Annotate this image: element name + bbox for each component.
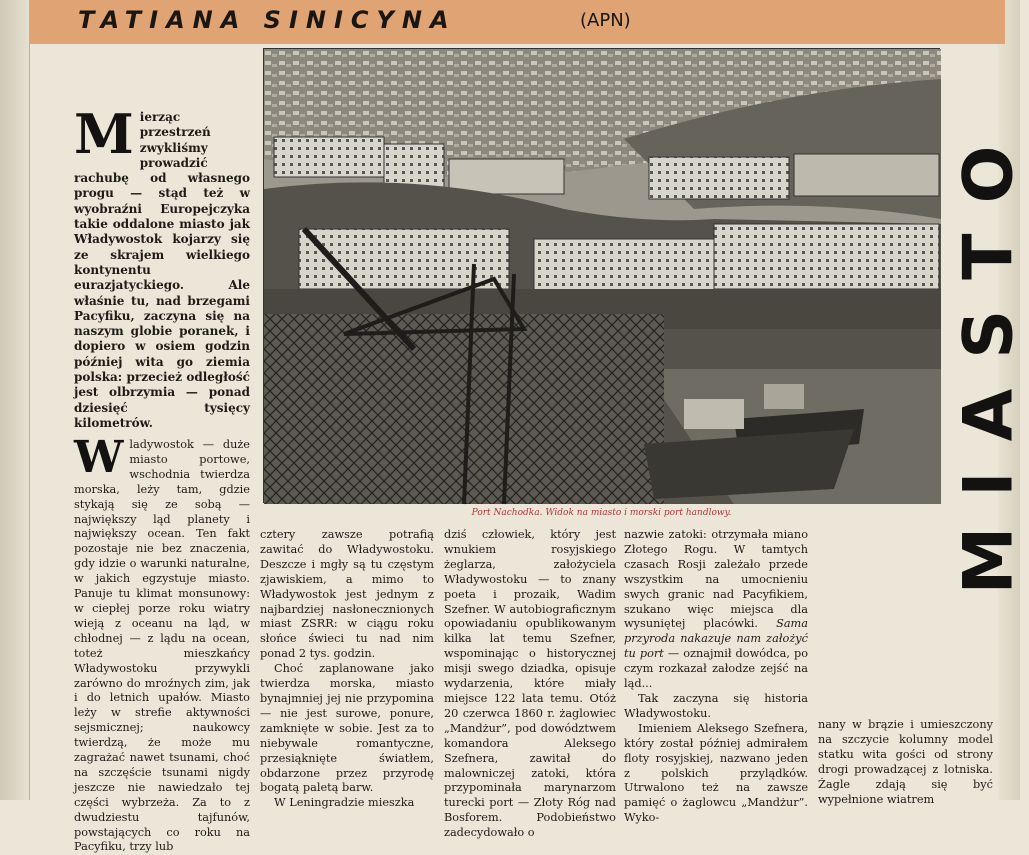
column-5 bbox=[818, 718, 993, 806]
column-4-paragraph bbox=[624, 528, 808, 692]
port-photo bbox=[263, 48, 940, 503]
lead-text: ierząc przestrzeń zwykliśmy prowadzić rachubę od własnego progu — stąd też w wyobraźni Europejczyka takie oddalone miasto jak Władywostok kojarzy się ze skrajem wielkiego kontynentu eurazjatyckiego. Ale właśnie tu, nad brzegami Pacyfiku, zaczyna się na naszym globie poranek, i dopiero w osiem godzin później wita go ziemia polska: przecież odległość jest olbrzymia — ponad dziesięć tysięcy kilometrów. bbox=[74, 110, 250, 430]
column-3 bbox=[444, 528, 616, 840]
column-1 bbox=[74, 432, 250, 854]
vertical-title bbox=[949, 70, 1029, 640]
lead-paragraph bbox=[74, 102, 250, 440]
column-2-paragraph: W Leningradzie mieszka bbox=[274, 796, 415, 810]
page-left-margin bbox=[0, 0, 30, 800]
column-3-paragraph: dziś człowiek, który jest wnukiem rosyjskiego żeglarza, założyciela Władywostoku — to znany poeta i prozaik, Wadim Szefner. W autobiograficznym opowiadaniu opublikowanym kilka lat temu Szefner, wspominając o historycznej misji swego dziadka, opisuje wydarzenia, które miały miejsce 122 lata temu. Otóż 20 czerwca 1860 r. żaglowiec „Mandżur”, pod dowództwem komandora Aleksego Szefnera, zawitał do malowniczej zatoki, która przypominała marynarzom turecki port — Złoty Róg nad Bosforem. Podobieństwo zadecydowało o bbox=[444, 528, 616, 840]
column-5-paragraph: nany w brązie i umieszczony na szczycie kolumny model statku wita gości od strony drogi prowadzącej z lotniska. Żagle zdają się być wypełnione wiatrem bbox=[818, 718, 993, 806]
column-2 bbox=[260, 528, 434, 810]
column-4-paragraph: Tak zaczyna się historia Władywostoku. bbox=[624, 691, 808, 720]
author-name: TATIANA SINICYNA bbox=[78, 6, 457, 34]
lead-dropcap: M bbox=[74, 102, 134, 166]
photo-caption: Port Nachodka. Widok na miasto i morski port handlowy. bbox=[471, 508, 732, 518]
column-4-quote: Sama przyroda nakazuje nam założyć tu port bbox=[624, 617, 808, 661]
column-4-paragraph: Imieniem Aleksego Szefnera, który został później admirałem floty rosyjskiej, nazwano jeden z polskich przylądków. Utrwalono też na zawsze pamięć o żaglowcu „Mandżur”. Wyko- bbox=[624, 721, 808, 825]
column-2-paragraph: Choć zaplanowane jako twierdza morska, miasto bynajmniej jej nie przypomina — nie jest surowe, ponure, zamknięte w sobie. Jest za to niebywale romantyczne, przesiąknięte światłem, obdarzone przez przyrodę bogatą paletą barw. bbox=[260, 662, 434, 795]
column-4-text: nazwie zatoki: otrzymała miano Złotego Rogu. W tamtych czasach Rosji zależało przede wszystkim na umocnieniu swych granic nad Pacyfikiem, szukano więc miejsca dla wysuniętej placówki. bbox=[624, 528, 808, 631]
column-4 bbox=[624, 528, 808, 825]
agency-credit: (APN) bbox=[580, 10, 631, 31]
column-1-dropcap: W bbox=[74, 432, 124, 483]
column-1-text: ladywostok — duże miasto portowe, wschodnia twierdza morska, leży tam, gdzie stykają się ze sobą — największy ląd planety i największy ocean. Ten fakt pozostaje nie bez znaczenia, gdy idzie o warunki naturalne, w jakich egzystuje miasto. Panuje tu klimat monsunowy: w ciepłej porze roku wiatry wieją z oceanu na ląd, w chłodnej — z lądu na ocean, toteż mieszkańcy Władywostoku przywykli zarówno do mroźnych zim, jak i do letnich upałów. Miasto leży w strefie aktywności sejsmicznej; naukowcy twierdzą, że może mu zagrażać nawet tsunami, choć na szczęście tsunami nigdy jeszcze nie nawiedzało tej części wybrzeża. Za to z dwudziestu tajfunów, powstających co roku na Pacyfiku, trzy lub bbox=[74, 438, 250, 854]
column-2-paragraph: cztery zawsze potrafią zawitać do Władywostoku. Deszcze i mgły są tu częstym zjawiskiem, a mimo to Władywostok jest jednym z najbardziej nasłonecznionych miast ZSRR: w ciągu roku słońce świeci tu nad nim ponad 2 tys. godzin. bbox=[260, 528, 434, 661]
column-4-text: — oznajmił dowódca, po czym rozkazał załodze zejść na ląd... bbox=[624, 647, 808, 691]
vertical-title-text: MIASTO bbox=[949, 115, 1029, 595]
